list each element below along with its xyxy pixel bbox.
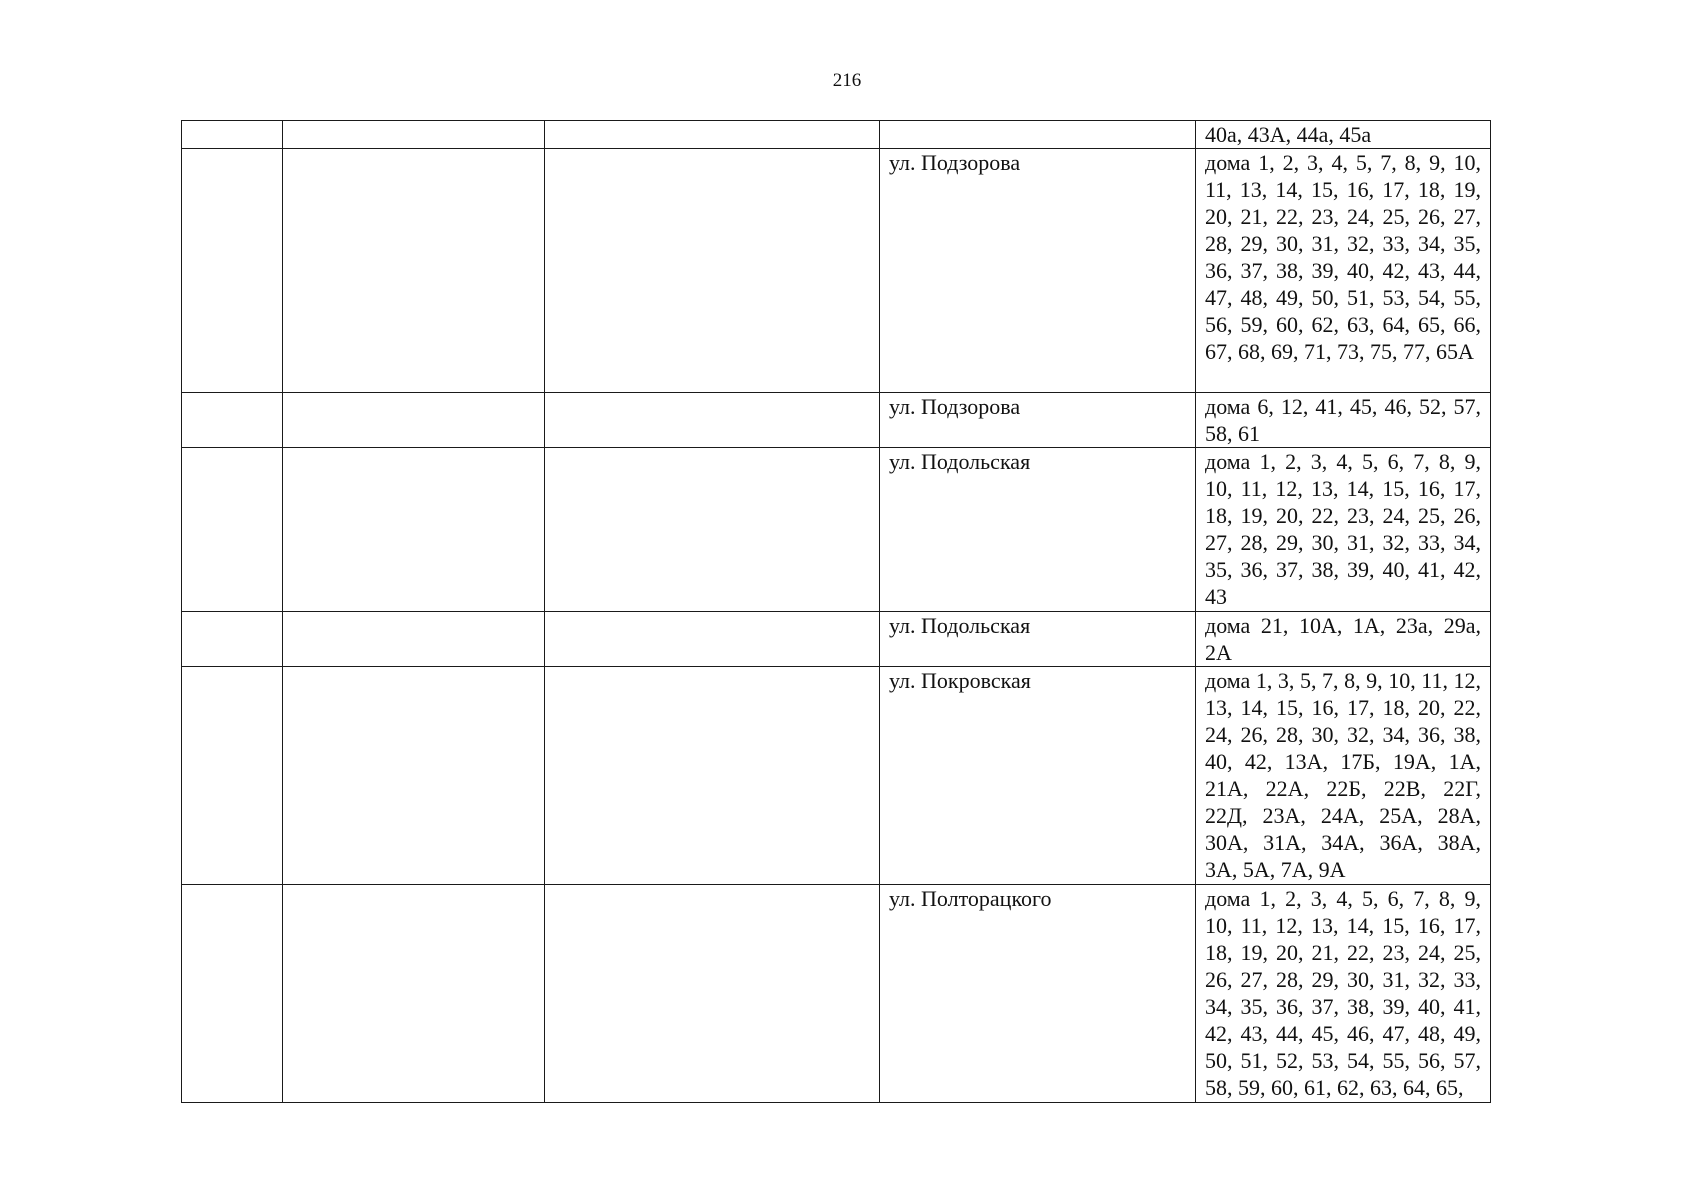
street-cell: ул. Подольская <box>880 448 1196 612</box>
district-cell <box>283 121 545 149</box>
houses-cell: дома 1, 3, 5, 7, 8, 9, 10, 11, 12, 13, 14, 15, 16, 17, 18, 20, 22, 24, 26, 28, 30, 32, 34, 36, 38, 40, 42, 13А, 17Б, 19А, 1А, 21А, 22А, 22Б, 22В, 22Г, 22Д, 23А, 24А, 25А, 28А, 30А, 31А, 34А, 36А, 38А, 3А, 5А, 7А, 9А <box>1196 667 1491 885</box>
table-row <box>182 885 1491 1103</box>
number-cell <box>182 149 283 393</box>
table-row <box>182 667 1491 885</box>
street-cell: ул. Подольская <box>880 612 1196 667</box>
houses-cell: дома 1, 2, 3, 4, 5, 7, 8, 9, 10, 11, 13, 14, 15, 16, 17, 18, 19, 20, 21, 22, 23, 24, 25, 26, 27, 28, 29, 30, 31, 32, 33, 34, 35, 36, 37, 38, 39, 40, 42, 43, 44, 47, 48, 49, 50, 51, 53, 54, 55, 56, 59, 60, 62, 63, 64, 65, 66, 67, 68, 69, 71, 73, 75, 77, 65А <box>1196 149 1491 393</box>
table-row <box>182 448 1491 612</box>
institution-cell <box>545 885 880 1103</box>
houses-cell: дома 1, 2, 3, 4, 5, 6, 7, 8, 9, 10, 11, 12, 13, 14, 15, 16, 17, 18, 19, 20, 21, 22, 23, 24, 25, 26, 27, 28, 29, 30, 31, 32, 33, 34, 35, 36, 37, 38, 39, 40, 41, 42, 43, 44, 45, 46, 47, 48, 49, 50, 51, 52, 53, 54, 55, 56, 57, 58, 59, 60, 61, 62, 63, 64, 65, <box>1196 885 1491 1103</box>
number-cell <box>182 448 283 612</box>
address-table <box>181 120 1491 1103</box>
table-row <box>182 612 1491 667</box>
street-cell: ул. Покровская <box>880 667 1196 885</box>
table-row <box>182 121 1491 149</box>
street-cell <box>880 121 1196 149</box>
houses-cell: дома 21, 10А, 1А, 23а, 29а, 2А <box>1196 612 1491 667</box>
district-cell <box>283 667 545 885</box>
houses-cell: дома 1, 2, 3, 4, 5, 6, 7, 8, 9, 10, 11, 12, 13, 14, 15, 16, 17, 18, 19, 20, 22, 23, 24, 25, 26, 27, 28, 29, 30, 31, 32, 33, 34, 35, 36, 37, 38, 39, 40, 41, 42, 43 <box>1196 448 1491 612</box>
district-cell <box>283 149 545 393</box>
district-cell <box>283 612 545 667</box>
houses-cell: 40а, 43А, 44а, 45а <box>1196 121 1491 149</box>
institution-cell <box>545 667 880 885</box>
page-number: 216 <box>832 70 862 91</box>
street-cell: ул. Подзорова <box>880 149 1196 393</box>
institution-cell <box>545 612 880 667</box>
table-row <box>182 149 1491 393</box>
institution-cell <box>545 121 880 149</box>
number-cell <box>182 885 283 1103</box>
table-row <box>182 393 1491 448</box>
number-cell <box>182 612 283 667</box>
district-cell <box>283 448 545 612</box>
district-cell <box>283 393 545 448</box>
number-cell <box>182 393 283 448</box>
institution-cell <box>545 149 880 393</box>
number-cell <box>182 121 283 149</box>
district-cell <box>283 885 545 1103</box>
institution-cell <box>545 393 880 448</box>
houses-cell: дома 6, 12, 41, 45, 46, 52, 57, 58, 61 <box>1196 393 1491 448</box>
street-cell: ул. Подзорова <box>880 393 1196 448</box>
street-cell: ул. Полторацкого <box>880 885 1196 1103</box>
number-cell <box>182 667 283 885</box>
institution-cell <box>545 448 880 612</box>
